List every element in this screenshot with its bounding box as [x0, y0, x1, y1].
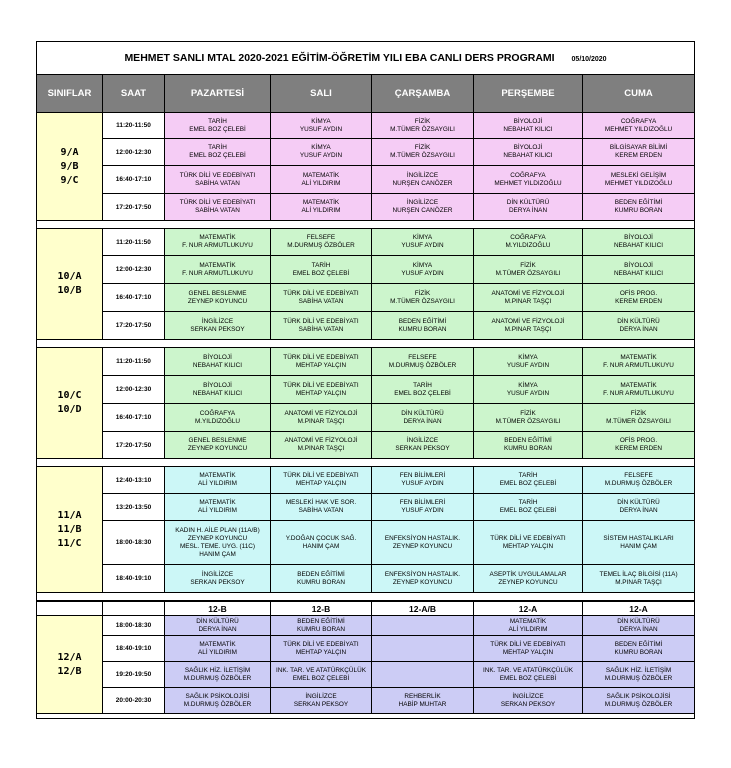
header-wednesday: ÇARŞAMBA — [372, 75, 474, 113]
subheader-monday: 12-B — [165, 601, 271, 616]
lesson-cell-monday: TARİH EMEL BOZ ÇELEBİ — [165, 139, 271, 166]
lesson-cell-thursday: MATEMATİK ALİ YILDIRIM — [474, 616, 583, 636]
lesson-cell-thursday: TÜRK DİLİ VE EDEBİYATI MEHTAP YALÇIN — [474, 636, 583, 662]
lesson-cell-friday: BİYOLOJİ NEBAHAT KILICI — [583, 229, 695, 256]
lesson-cell-monday: MATEMATİK ALİ YILDIRIM — [165, 494, 271, 521]
lesson-cell-monday: TÜRK DİLİ VE EDEBİYATI SABİHA VATAN — [165, 194, 271, 221]
lesson-cell-monday: SAĞLIK PSİKOLOJİSİ M.DURMUŞ ÖZBÖLER — [165, 688, 271, 714]
time-slot: 11:20-11:50 — [103, 113, 165, 139]
page-title: MEHMET SANLI MTAL 2020-2021 EĞİTİM-ÖĞRETİM YILI EBA CANLI DERS PROGRAMI — [124, 52, 555, 64]
lesson-cell-tuesday: TÜRK DİLİ VE EDEBİYATI MEHTAP YALÇIN — [271, 348, 372, 376]
lesson-cell-thursday: TARİH EMEL BOZ ÇELEBİ — [474, 494, 583, 521]
lesson-cell-monday: İNGİLİZCE SERKAN PEKSOY — [165, 312, 271, 340]
schedule-row — [37, 166, 695, 194]
time-slot: 17:20-17:50 — [103, 194, 165, 221]
schedule-row — [37, 113, 695, 139]
time-slot: 16:40-17:10 — [103, 404, 165, 432]
lesson-cell-monday: SAĞLIK HİZ. İLETİŞİM M.DURMUŞ ÖZBÖLER — [165, 662, 271, 688]
schedule-row — [37, 662, 695, 688]
lesson-cell-tuesday: TÜRK DİLİ VE EDEBİYATI MEHTAP YALÇIN — [271, 467, 372, 494]
lesson-cell-wednesday — [372, 616, 474, 636]
lesson-cell-wednesday: ENFEKSİYON HASTALIK. ZEYNEP KOYUNCU — [372, 565, 474, 593]
lesson-cell-thursday: KİMYA YUSUF AYDIN — [474, 348, 583, 376]
lesson-cell-monday: KADIN H. AİLE PLAN (11A/B) ZEYNEP KOYUNCU MESL. TEME. UYG. (11C) HANIM ÇAM — [165, 521, 271, 565]
header-row — [37, 75, 695, 113]
schedule-sheet — [36, 41, 694, 719]
schedule-row — [37, 565, 695, 593]
lesson-cell-monday: GENEL BESLENME ZEYNEP KOYUNCU — [165, 284, 271, 312]
lesson-cell-wednesday: DİN KÜLTÜRÜ DERYA İNAN — [372, 404, 474, 432]
schedule-row — [37, 688, 695, 714]
lesson-cell-wednesday: TARİH EMEL BOZ ÇELEBİ — [372, 376, 474, 404]
lesson-cell-wednesday: BEDEN EĞİTİMİ KUMRU BORAN — [372, 312, 474, 340]
lesson-cell-tuesday: KİMYA YUSUF AYDIN — [271, 113, 372, 139]
lesson-cell-tuesday: FELSEFE M.DURMUŞ ÖZBÖLER — [271, 229, 372, 256]
schedule-row — [37, 376, 695, 404]
class-group-label: 10/A 10/B — [37, 229, 103, 340]
lesson-cell-friday: SİSTEM HASTALIKLARI HANIM ÇAM — [583, 521, 695, 565]
lesson-cell-monday: BİYOLOJİ NEBAHAT KILICI — [165, 376, 271, 404]
lesson-cell-thursday: COĞRAFYA M.YILDIZOĞLU — [474, 229, 583, 256]
lesson-cell-tuesday: BEDEN EĞİTİMİ KUMRU BORAN — [271, 616, 372, 636]
lesson-cell-monday: MATEMATİK ALİ YILDIRIM — [165, 636, 271, 662]
class-group-label: 12/A 12/B — [37, 616, 103, 714]
lesson-cell-friday: DİN KÜLTÜRÜ DERYA İNAN — [583, 616, 695, 636]
lesson-cell-thursday: TARİH EMEL BOZ ÇELEBİ — [474, 467, 583, 494]
lesson-cell-tuesday: BEDEN EĞİTİMİ KUMRU BORAN — [271, 565, 372, 593]
time-slot: 12:00-12:30 — [103, 139, 165, 166]
bottom-spacer — [37, 714, 695, 719]
lesson-cell-wednesday: FİZİK M.TÜMER ÖZSAYGILI — [372, 139, 474, 166]
schedule-row — [37, 467, 695, 494]
schedule-row — [37, 348, 695, 376]
lesson-cell-wednesday — [372, 636, 474, 662]
schedule-row — [37, 404, 695, 432]
time-slot: 11:20-11:50 — [103, 229, 165, 256]
lesson-cell-friday: FELSEFE M.DURMUŞ ÖZBÖLER — [583, 467, 695, 494]
lesson-cell-tuesday: KİMYA YUSUF AYDIN — [271, 139, 372, 166]
lesson-cell-monday: DİN KÜLTÜRÜ DERYA İNAN — [165, 616, 271, 636]
time-slot: 11:20-11:50 — [103, 348, 165, 376]
header-monday: PAZARTESİ — [165, 75, 271, 113]
lesson-cell-monday: GENEL BESLENME ZEYNEP KOYUNCU — [165, 432, 271, 459]
lesson-cell-tuesday: ANATOMİ VE FİZYOLOJİ M.PINAR TAŞÇI — [271, 404, 372, 432]
lesson-cell-thursday: INK. TAR. VE ATATÜRKÇÜLÜK EMEL BOZ ÇELEBİ — [474, 662, 583, 688]
lesson-cell-friday: BEDEN EĞİTİMİ KUMRU BORAN — [583, 194, 695, 221]
lesson-cell-thursday: DİN KÜLTÜRÜ DERYA İNAN — [474, 194, 583, 221]
subheader-friday: 12-A — [583, 601, 695, 616]
lesson-cell-friday: MATEMATİK F. NUR ARMUTLUKUYU — [583, 348, 695, 376]
lesson-cell-wednesday: ENFEKSİYON HASTALIK. ZEYNEP KOYUNCU — [372, 521, 474, 565]
lesson-cell-wednesday: İNGİLİZCE SERKAN PEKSOY — [372, 432, 474, 459]
lesson-cell-wednesday: KİMYA YUSUF AYDIN — [372, 256, 474, 284]
lesson-cell-wednesday: KİMYA YUSUF AYDIN — [372, 229, 474, 256]
lesson-cell-wednesday: FEN BİLİMLERİ YUSUF AYDIN — [372, 467, 474, 494]
subheader-blank — [103, 601, 165, 616]
title-cell — [37, 42, 695, 75]
schedule-row — [37, 229, 695, 256]
spacer-cell — [37, 714, 695, 719]
time-slot: 18:40-19:10 — [103, 636, 165, 662]
lesson-cell-thursday: ANATOMİ VE FİZYOLOJİ M.PINAR TAŞÇI — [474, 284, 583, 312]
header-classes: SINIFLAR — [37, 75, 103, 113]
subheader-wednesday: 12-A/B — [372, 601, 474, 616]
lesson-cell-thursday: İNGİLİZCE SERKAN PEKSOY — [474, 688, 583, 714]
subheader-thursday: 12-A — [474, 601, 583, 616]
separator-cell — [37, 221, 695, 229]
lesson-cell-friday: BİLGİSAYAR BİLİMİ KEREM ERDEN — [583, 139, 695, 166]
lesson-cell-wednesday: REHBERLİK HABİP MUHTAR — [372, 688, 474, 714]
lesson-cell-friday: BİYOLOJİ NEBAHAT KILICI — [583, 256, 695, 284]
subheader-blank — [37, 601, 103, 616]
group-separator — [37, 459, 695, 467]
time-slot: 19:20-19:50 — [103, 662, 165, 688]
lesson-cell-wednesday: İNGİLİZCE NURŞEN CANÖZER — [372, 194, 474, 221]
lesson-cell-wednesday: İNGİLİZCE NURŞEN CANÖZER — [372, 166, 474, 194]
lesson-cell-thursday: BİYOLOJİ NEBAHAT KILICI — [474, 139, 583, 166]
schedule-row — [37, 194, 695, 221]
class-subheader-row — [37, 601, 695, 616]
lesson-cell-friday: TEMEL İLAÇ BİLGİSİ (11A) M.PINAR TAŞÇI — [583, 565, 695, 593]
schedule-row — [37, 616, 695, 636]
lesson-cell-thursday: BİYOLOJİ NEBAHAT KILICI — [474, 113, 583, 139]
lesson-cell-friday: OFİS PROG. KEREM ERDEN — [583, 284, 695, 312]
lesson-cell-monday: MATEMATİK F. NUR ARMUTLUKUYU — [165, 229, 271, 256]
subheader-tuesday: 12-B — [271, 601, 372, 616]
group-separator — [37, 593, 695, 602]
lesson-cell-thursday: FİZİK M.TÜMER ÖZSAYGILI — [474, 404, 583, 432]
lesson-cell-friday: BEDEN EĞİTİMİ KUMRU BORAN — [583, 636, 695, 662]
lesson-cell-monday: TARİH EMEL BOZ ÇELEBİ — [165, 113, 271, 139]
lesson-cell-tuesday: MESLEKİ HAK VE SOR. SABİHA VATAN — [271, 494, 372, 521]
separator-cell — [37, 340, 695, 348]
lesson-cell-wednesday: FİZİK M.TÜMER ÖZSAYGILI — [372, 113, 474, 139]
lesson-cell-monday: İNGİLİZCE SERKAN PEKSOY — [165, 565, 271, 593]
time-slot: 16:40-17:10 — [103, 284, 165, 312]
title-row — [37, 42, 695, 75]
separator-cell — [37, 593, 695, 602]
lesson-cell-monday: MATEMATİK F. NUR ARMUTLUKUYU — [165, 256, 271, 284]
header-thursday: PERŞEMBE — [474, 75, 583, 113]
schedule-row — [37, 284, 695, 312]
schedule-row — [37, 636, 695, 662]
group-separator — [37, 340, 695, 348]
lesson-cell-tuesday: TÜRK DİLİ VE EDEBİYATI MEHTAP YALÇIN — [271, 636, 372, 662]
lesson-cell-friday: MATEMATİK F. NUR ARMUTLUKUYU — [583, 376, 695, 404]
lesson-cell-thursday: BEDEN EĞİTİMİ KUMRU BORAN — [474, 432, 583, 459]
lesson-cell-thursday: ANATOMİ VE FİZYOLOJİ M.PINAR TAŞÇI — [474, 312, 583, 340]
time-slot: 12:00-12:30 — [103, 256, 165, 284]
lesson-cell-thursday: TÜRK DİLİ VE EDEBİYATI MEHTAP YALÇIN — [474, 521, 583, 565]
lesson-cell-tuesday: TÜRK DİLİ VE EDEBİYATI SABİHA VATAN — [271, 312, 372, 340]
time-slot: 17:20-17:50 — [103, 312, 165, 340]
lesson-cell-wednesday: FEN BİLİMLERİ YUSUF AYDIN — [372, 494, 474, 521]
lesson-cell-friday: MESLEKİ GELİŞİM MEHMET YILDIZOĞLU — [583, 166, 695, 194]
lesson-cell-friday: COĞRAFYA MEHMET YILDIZOĞLU — [583, 113, 695, 139]
lesson-cell-thursday: KİMYA YUSUF AYDIN — [474, 376, 583, 404]
lesson-cell-thursday: COĞRAFYA MEHMET YILDIZOĞLU — [474, 166, 583, 194]
lesson-cell-tuesday: İNGİLİZCE SERKAN PEKSOY — [271, 688, 372, 714]
lesson-cell-tuesday: INK. TAR. VE ATATÜRKÇÜLÜK EMEL BOZ ÇELEBİ — [271, 662, 372, 688]
lesson-cell-thursday: ASEPTİK UYGULAMALAR ZEYNEP KOYUNCU — [474, 565, 583, 593]
lesson-cell-friday: OFİS PROG. KEREM ERDEN — [583, 432, 695, 459]
time-slot: 12:00-12:30 — [103, 376, 165, 404]
class-group-label: 9/A 9/B 9/C — [37, 113, 103, 221]
class-group-label: 10/C 10/D — [37, 348, 103, 459]
time-slot: 18:00-18:30 — [103, 521, 165, 565]
lesson-cell-tuesday: ANATOMİ VE FİZYOLOJİ M.PINAR TAŞÇI — [271, 432, 372, 459]
time-slot: 16:40-17:10 — [103, 166, 165, 194]
schedule-table — [36, 41, 695, 719]
lesson-cell-tuesday: TARİH EMEL BOZ ÇELEBİ — [271, 256, 372, 284]
lesson-cell-monday: BİYOLOJİ NEBAHAT KILICI — [165, 348, 271, 376]
lesson-cell-friday: DİN KÜLTÜRÜ DERYA İNAN — [583, 312, 695, 340]
lesson-cell-monday: TÜRK DİLİ VE EDEBİYATI SABİHA VATAN — [165, 166, 271, 194]
time-slot: 12:40-13:10 — [103, 467, 165, 494]
lesson-cell-friday: FİZİK M.TÜMER ÖZSAYGILI — [583, 404, 695, 432]
lesson-cell-tuesday: MATEMATİK ALİ YILDIRIM — [271, 166, 372, 194]
lesson-cell-tuesday: Y.DOĞAN ÇOCUK SAĞ. HANIM ÇAM — [271, 521, 372, 565]
header-tuesday: SALI — [271, 75, 372, 113]
lesson-cell-wednesday: FELSEFE M.DURMUŞ ÖZBÖLER — [372, 348, 474, 376]
lesson-cell-wednesday: FİZİK M.TÜMER ÖZSAYGILI — [372, 284, 474, 312]
schedule-date: 05/10/2020 — [571, 56, 607, 63]
lesson-cell-friday: SAĞLIK PSİKOLOJİSİ M.DURMUŞ ÖZBÖLER — [583, 688, 695, 714]
lesson-cell-wednesday — [372, 662, 474, 688]
time-slot: 18:40-19:10 — [103, 565, 165, 593]
header-time: SAAT — [103, 75, 165, 113]
lesson-cell-tuesday: TÜRK DİLİ VE EDEBİYATI MEHTAP YALÇIN — [271, 376, 372, 404]
lesson-cell-friday: DİN KÜLTÜRÜ DERYA İNAN — [583, 494, 695, 521]
time-slot: 18:00-18:30 — [103, 616, 165, 636]
schedule-row — [37, 139, 695, 166]
schedule-row — [37, 494, 695, 521]
schedule-row — [37, 432, 695, 459]
time-slot: 17:20-17:50 — [103, 432, 165, 459]
lesson-cell-monday: MATEMATİK ALİ YILDIRIM — [165, 467, 271, 494]
lesson-cell-tuesday: TÜRK DİLİ VE EDEBİYATI SABİHA VATAN — [271, 284, 372, 312]
time-slot: 20:00-20:30 — [103, 688, 165, 714]
schedule-row — [37, 521, 695, 565]
class-group-label: 11/A 11/B 11/C — [37, 467, 103, 593]
group-separator — [37, 221, 695, 229]
schedule-row — [37, 312, 695, 340]
lesson-cell-monday: COĞRAFYA M.YILDIZOĞLU — [165, 404, 271, 432]
lesson-cell-tuesday: MATEMATİK ALİ YILDIRIM — [271, 194, 372, 221]
lesson-cell-thursday: FİZİK M.TÜMER ÖZSAYGILI — [474, 256, 583, 284]
lesson-cell-friday: SAĞLIK HİZ. İLETİŞİM M.DURMUŞ ÖZBÖLER — [583, 662, 695, 688]
separator-cell — [37, 459, 695, 467]
time-slot: 13:20-13:50 — [103, 494, 165, 521]
schedule-row — [37, 256, 695, 284]
header-friday: CUMA — [583, 75, 695, 113]
